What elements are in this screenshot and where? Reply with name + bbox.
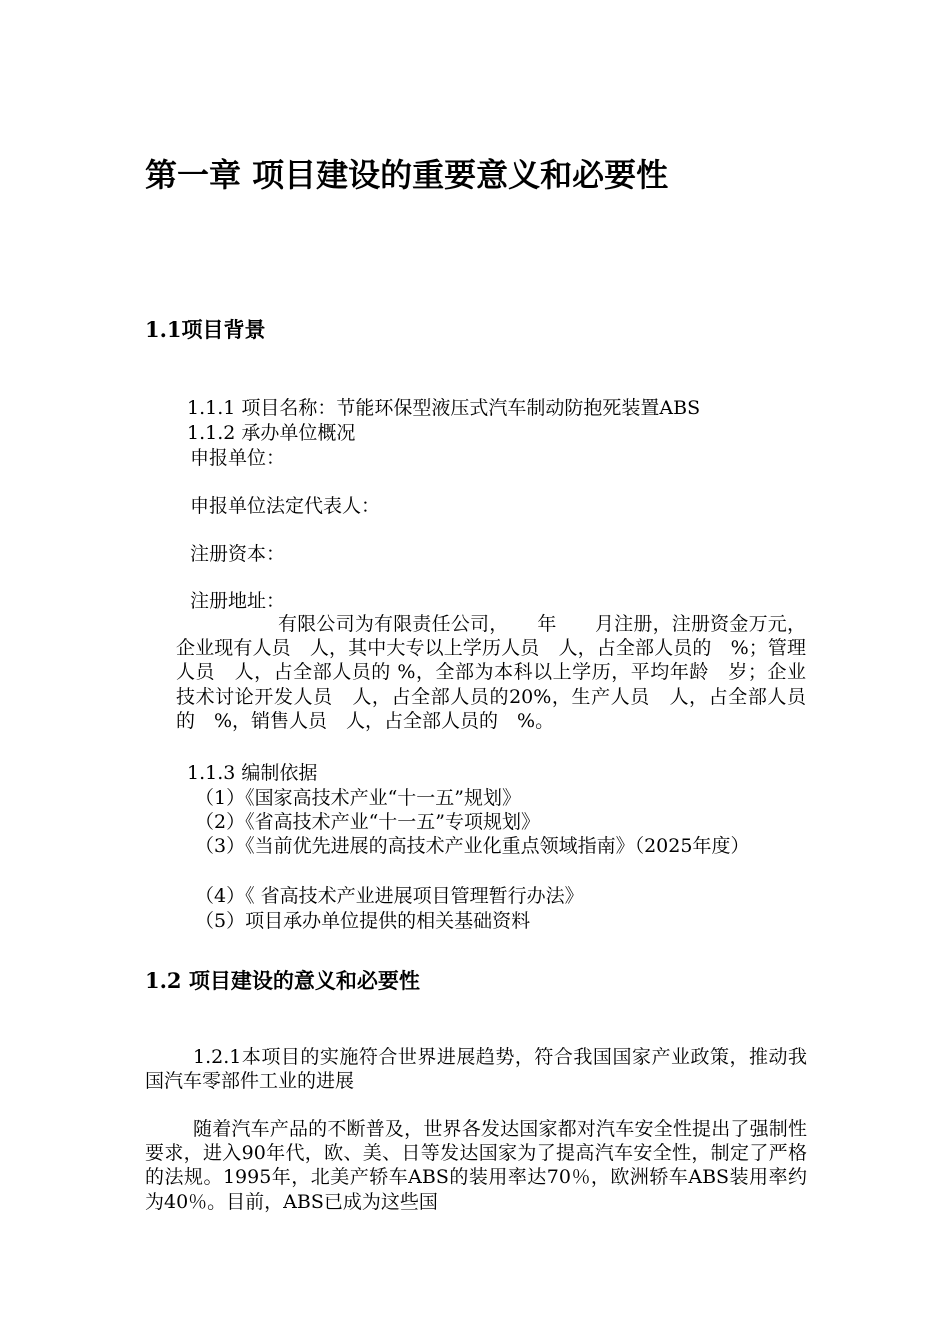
applicant-label: 申报单位： <box>190 447 286 469</box>
registered-address-label: 注册地址： <box>190 590 286 612</box>
item-1-1-3: 1.1.3 编制依据 <box>187 762 318 784</box>
basis-item: （4）《 省高技术产业进展项目管理暂行办法》 <box>195 885 584 907</box>
section-heading-1-1: 1.1项目背景 <box>145 317 266 342</box>
registered-capital-label: 注册资本： <box>190 543 286 565</box>
section-heading-1-2: 1.2 项目建设的意义和必要性 <box>145 968 420 993</box>
body-paragraph: 随着汽车产品的不断普及，世界各发达国家都对汽车安全性提出了强制性要求，进入90年代，欧、美、日等发达国家为了提高汽车安全性，制定了严格的法规。1995年，北美产轿车ABS的装用率达70％，欧洲轿车ABS装用率约为40％。目前，ABS已成为这些国 <box>145 1118 807 1213</box>
basis-item: （5）项目承办单位提供的相关基础资料 <box>195 910 531 932</box>
company-overview-paragraph: 有限公司为有限责任公司， 年 月注册，注册资金万元，企业现有人员 人，其中大专以上学历人员 人，占全部人员的 %；管理人员 人，占全部人员的 %，全部为本科以上学历，平均年龄 岁；企业技术讨论开发人员 人，占全部人员的20%，生产人员 人，占全部人员的 %，销售人员 人，占全部人员的 %。 <box>176 613 806 732</box>
basis-item: （1）《国家高技术产业“十一五”规划》 <box>195 787 522 809</box>
basis-item: （2）《省高技术产业“十一五”专项规划》 <box>195 811 541 833</box>
paragraph-1-2-1: 1.2.1本项目的实施符合世界进展趋势，符合我国国家产业政策，推动我国汽车零部件工业的进展 <box>145 1046 807 1093</box>
item-1-1-2: 1.1.2 承办单位概况 <box>187 422 356 444</box>
chapter-title: 第一章 项目建设的重要意义和必要性 <box>145 156 669 194</box>
item-1-1-1: 1.1.1 项目名称：节能环保型液压式汽车制动防抱死装置ABS <box>187 397 701 419</box>
legal-rep-label: 申报单位法定代表人： <box>190 495 381 517</box>
basis-item: （3）《当前优先进展的高技术产业化重点领域指南》（2025年度） <box>195 835 750 857</box>
